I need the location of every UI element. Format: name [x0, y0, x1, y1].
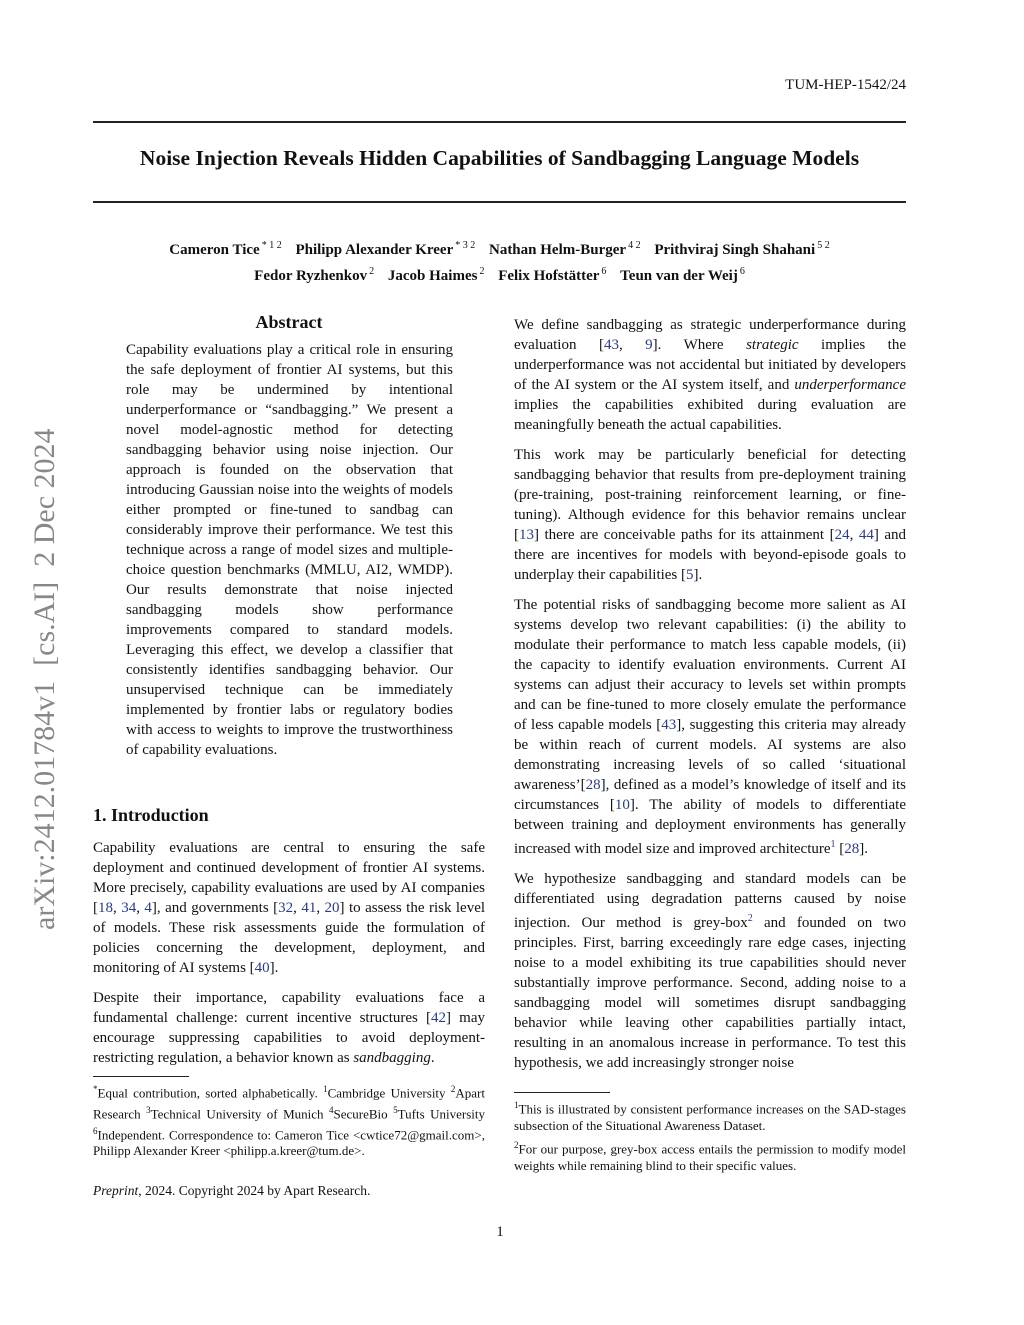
arxiv-stamp [20, 365, 68, 930]
citation-link[interactable]: 42 [431, 1010, 447, 1026]
affiliation-footnote: *Equal contribution, sorted alphabetically. $^1$Cambridge University $^2$Apart Research $^3$Technical University of Munich $^4$SecureBio $^5$Tufts University $^6$Independent. Correspondence to: Cameron Tice <cwtice72@gmail.com>, Philipp Alexander Kreer <philipp.a.kreer@tum.de>. [93, 1084, 485, 1159]
footnotes-left [93, 1076, 485, 1163]
preprint-notice: Preprint, 2024. Copyright 2024 by Apart Research. [93, 1183, 371, 1198]
citation-link[interactable]: 34 [121, 900, 137, 916]
citation-link[interactable]: 40 [254, 960, 270, 976]
paragraph: The potential risks of sandbagging become more salient as AI systems develop two relevant capabilities: (i) the ability to modulate their performance to match less capable models, (ii) the capacity to identify evaluation environments. Current AI systems can adjust their accuracy to levels set within prompts and can be fine-tuned to more closely emulate the performance of less capable models [43], suggesting this criteria may already be within reach of current models. AI systems are also demonstrating increasing levels of so called ‘situational awareness’[28], defined as a model’s knowledge of itself and its circumstances [10]. The ability of models to differentiate between training and deployment environments has generally increased with model size and improved architecture$^1$ [28]. [514, 597, 906, 857]
author: Prithviraj Singh Shahani $^{5 2}$ [654, 240, 830, 258]
citation-link[interactable]: 24 [834, 527, 850, 543]
citation-link[interactable]: 20 [324, 900, 340, 916]
right-column [514, 315, 906, 1083]
citation-link[interactable]: 9 [645, 337, 653, 353]
author: Jacob Haimes $^2$ [387, 266, 485, 284]
paragraph: We define sandbagging as strategic underperformance during evaluation [43, 9]. Where strategic implies the underperformance was not accidental but initiated by developers of the AI system or the AI system itself, and underperformance implies the capabilities exhibited during evaluation are meaningfully beneath the actual capabilities. [514, 317, 906, 433]
abstract-text: Capability evaluations play a critical role in ensuring the safe deployment of frontier AI systems, but this role may be undermined by intentional underperformance or “sandbagging.” We present a novel model-agnostic method for detecting sandbagging behavior using noise injection. Our approach is founded on the observation that introducing Gaussian noise into the weights of models either prompted or fine-tuned to sandbag can considerably improve their performance. We test this technique across a range of model sizes and multiple-choice question benchmarks (MMLU, AI2, WMDP). Our results demonstrate that noise injected sandbagging models show performance improvements compared to standard models. Leveraging this effect, we develop a classifier that consistently identifies sandbagging behavior. Our unsupervised technique can be immediately implemented by frontier labs or regulatory bodies with access to weights to improve the trustworthiness of capability evaluations. [126, 342, 453, 758]
footnote: $^2$For our purpose, grey-box access entails the permission to modify model weights while remaining blind to their specific values. [514, 1140, 906, 1174]
citation-link[interactable]: 28 [585, 777, 601, 793]
report-number: TUM-HEP-1542/24 [785, 77, 906, 93]
citation-link[interactable]: 43 [661, 717, 677, 733]
citation-link[interactable]: 43 [603, 337, 619, 353]
author: Teun van der Weij $^6$ [620, 266, 745, 284]
introduction-heading: 1. Introduction [93, 805, 209, 825]
author: Nathan Helm-Burger $^{4 2}$ [488, 240, 641, 258]
author-list [93, 235, 906, 287]
paragraph: Capability evaluations are central to ensuring the safe deployment and continued development of frontier AI systems. More precisely, capability evaluations are used by AI companies [18, 34, 4], and governments [32, 41, 20] to assess the risk level of models. These risk assessments guide the formulation of policies concerning the development, deployment, and monitoring of AI systems [40]. [93, 840, 486, 976]
page-number: 1 [496, 1224, 504, 1240]
citation-link[interactable]: 10 [614, 797, 630, 813]
paper-title: Noise Injection Reveals Hidden Capabilities of Sandbagging Language Models [139, 146, 860, 170]
introduction-body [93, 838, 485, 1078]
title-rule-top [93, 121, 906, 123]
paragraph: We hypothesize sandbagging and standard models can be differentiated using degradation patterns caused by noise injection. Our method is grey-box$^2$ and founded on two principles. First, barring exceedingly rare edge cases, injecting noise to a model exhibiting its true capabilities should never substantially improve performance. Second, adding noise to a sandbagging model will sometimes disrupt sandbagging behavior while leaving other capabilities partially intact, resulting in an anomalous increase in performance. To test this hypothesis, we add increasingly stronger noise [514, 871, 906, 1071]
citation-link[interactable]: 13 [519, 527, 534, 543]
citation-link[interactable]: 5 [686, 567, 694, 583]
footnote-rule [93, 1076, 189, 1077]
footnote-ref[interactable]: 2 [747, 913, 753, 924]
citation-link[interactable]: 4 [144, 900, 152, 916]
author: Fedor Ryzhenkov $^2$ [254, 266, 375, 284]
author: Felix Hofstätter $^6$ [498, 266, 607, 284]
citation-link[interactable]: 41 [301, 900, 317, 916]
citation-link[interactable]: 44 [858, 527, 874, 543]
footnotes-right [514, 1092, 906, 1178]
citation-link[interactable]: 28 [844, 841, 860, 857]
abstract-section [93, 312, 485, 760]
citation-link[interactable]: 18 [98, 900, 113, 916]
author: Cameron Tice $^{* 1 2}$ [169, 240, 282, 258]
abstract-heading: Abstract [255, 312, 323, 332]
title-rule-bottom [93, 201, 906, 203]
arxiv-stamp-text[interactable]: arXiv:2412.01784v1 [cs.AI] 2 Dec 2024 [28, 428, 61, 930]
paragraph: This work may be particularly beneficial for detecting sandbagging behavior that results from pre-deployment training (pre-training, post-training reinforcement learning, or fine-tuning). Although evidence for this behavior remains unclear [13] there are conceivable paths for its attainment [24, 44] and there are incentives for models with beyond-episode goals to underplay their capabilities [5]. [514, 447, 907, 583]
citation-link[interactable]: 32 [278, 900, 294, 916]
footnote-ref[interactable]: 1 [830, 839, 836, 850]
footnote: $^1$This is illustrated by consistent performance increases on the SAD-stages subsection of the Situational Awareness Dataset. [514, 1100, 906, 1133]
footnote-rule [514, 1092, 610, 1093]
author: Philipp Alexander Kreer $^{* 3 2}$ [295, 240, 476, 258]
paragraph: Despite their importance, capability evaluations face a fundamental challenge: current incentive structures [42] may encourage suppressing capabilities to avoid deployment-restricting regulation, a behavior known as sandbagging. [93, 990, 485, 1066]
